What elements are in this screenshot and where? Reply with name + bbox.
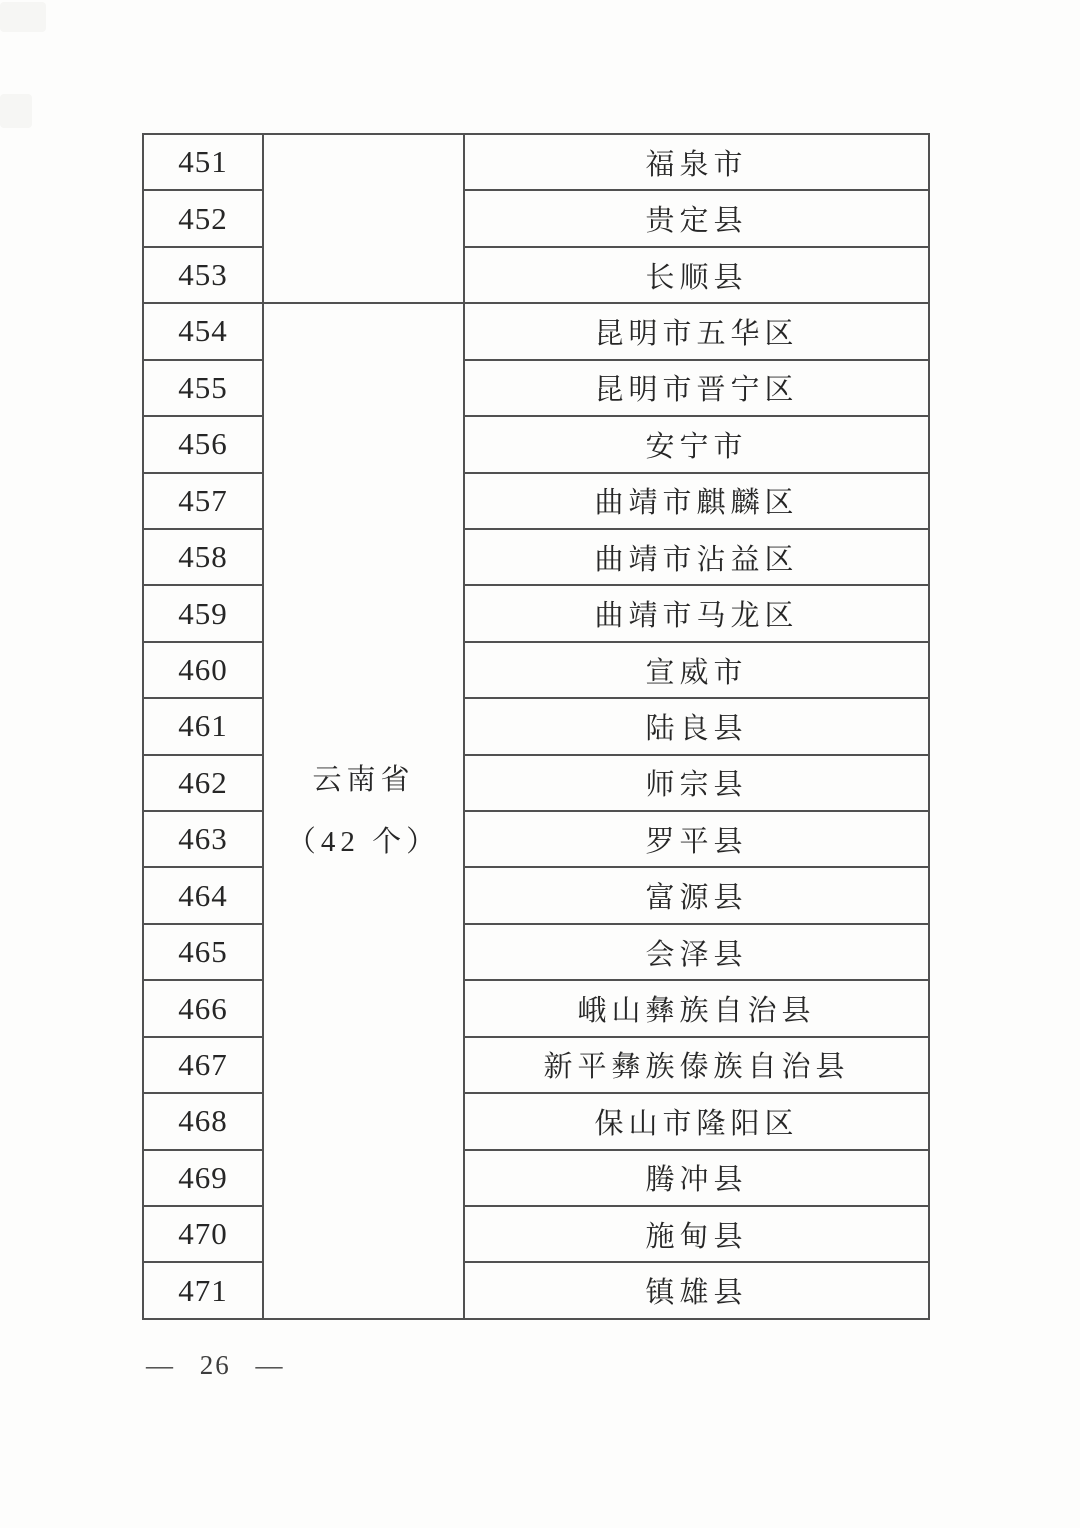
region-name-cell: 昆明市五华区 bbox=[464, 303, 929, 359]
row-number-cell: 458 bbox=[143, 529, 263, 585]
table-row bbox=[143, 980, 929, 1036]
row-number-cell: 459 bbox=[143, 585, 263, 641]
region-name-cell: 罗平县 bbox=[464, 811, 929, 867]
region-table bbox=[142, 133, 930, 1320]
province-label-line: （42 个） bbox=[286, 826, 441, 859]
row-number-cell: 455 bbox=[143, 360, 263, 416]
scan-artifact bbox=[0, 94, 32, 128]
row-number-cell: 454 bbox=[143, 303, 263, 359]
region-name-cell: 曲靖市沾益区 bbox=[464, 529, 929, 585]
row-number-cell: 461 bbox=[143, 698, 263, 754]
row-number-cell: 465 bbox=[143, 924, 263, 980]
region-name-cell: 施甸县 bbox=[464, 1206, 929, 1262]
row-number-cell: 470 bbox=[143, 1206, 263, 1262]
table-row bbox=[143, 585, 929, 641]
table-row bbox=[143, 247, 929, 303]
region-name-cell: 曲靖市麒麟区 bbox=[464, 473, 929, 529]
row-number-cell: 456 bbox=[143, 416, 263, 472]
province-cell bbox=[263, 303, 464, 1319]
region-name-cell: 腾冲县 bbox=[464, 1150, 929, 1206]
row-number-cell: 453 bbox=[143, 247, 263, 303]
table-row bbox=[143, 360, 929, 416]
page-footer bbox=[146, 1350, 285, 1381]
region-name-cell: 会泽县 bbox=[464, 924, 929, 980]
row-number-cell: 466 bbox=[143, 980, 263, 1036]
region-name-cell: 镇雄县 bbox=[464, 1262, 929, 1319]
table-row bbox=[143, 1206, 929, 1262]
table-row bbox=[143, 1037, 929, 1093]
region-name-cell: 曲靖市马龙区 bbox=[464, 585, 929, 641]
footer-page-number: — 26 — bbox=[146, 1350, 285, 1380]
region-name-cell: 福泉市 bbox=[464, 134, 929, 190]
table-row bbox=[143, 416, 929, 472]
table-row bbox=[143, 755, 929, 811]
table-row bbox=[143, 867, 929, 923]
province-cell bbox=[263, 134, 464, 303]
region-name-cell: 富源县 bbox=[464, 867, 929, 923]
region-name-cell: 师宗县 bbox=[464, 755, 929, 811]
region-name-cell: 昆明市晋宁区 bbox=[464, 360, 929, 416]
table-row bbox=[143, 1150, 929, 1206]
region-name-cell: 安宁市 bbox=[464, 416, 929, 472]
table-row bbox=[143, 190, 929, 246]
region-name-cell: 贵定县 bbox=[464, 190, 929, 246]
row-number-cell: 457 bbox=[143, 473, 263, 529]
table-row bbox=[143, 1262, 929, 1319]
row-number-cell: 451 bbox=[143, 134, 263, 190]
row-number-cell: 452 bbox=[143, 190, 263, 246]
row-number-cell: 462 bbox=[143, 755, 263, 811]
table-row bbox=[143, 1093, 929, 1149]
region-name-cell: 保山市隆阳区 bbox=[464, 1093, 929, 1149]
table-row bbox=[143, 134, 929, 190]
scan-artifact bbox=[0, 2, 46, 32]
region-name-cell: 长顺县 bbox=[464, 247, 929, 303]
table-row bbox=[143, 811, 929, 867]
table-row bbox=[143, 473, 929, 529]
table-row bbox=[143, 529, 929, 585]
table-row bbox=[143, 698, 929, 754]
region-name-cell: 陆良县 bbox=[464, 698, 929, 754]
table-row bbox=[143, 642, 929, 698]
province-label-line: 云南省 bbox=[312, 764, 415, 797]
row-number-cell: 464 bbox=[143, 867, 263, 923]
table-row bbox=[143, 924, 929, 980]
region-name-cell: 宣威市 bbox=[464, 642, 929, 698]
region-name-cell: 新平彝族傣族自治县 bbox=[464, 1037, 929, 1093]
row-number-cell: 469 bbox=[143, 1150, 263, 1206]
row-number-cell: 468 bbox=[143, 1093, 263, 1149]
row-number-cell: 471 bbox=[143, 1262, 263, 1319]
region-name-cell: 峨山彝族自治县 bbox=[464, 980, 929, 1036]
table-row bbox=[143, 303, 929, 359]
row-number-cell: 460 bbox=[143, 642, 263, 698]
row-number-cell: 463 bbox=[143, 811, 263, 867]
region-table-body bbox=[143, 134, 929, 1319]
row-number-cell: 467 bbox=[143, 1037, 263, 1093]
